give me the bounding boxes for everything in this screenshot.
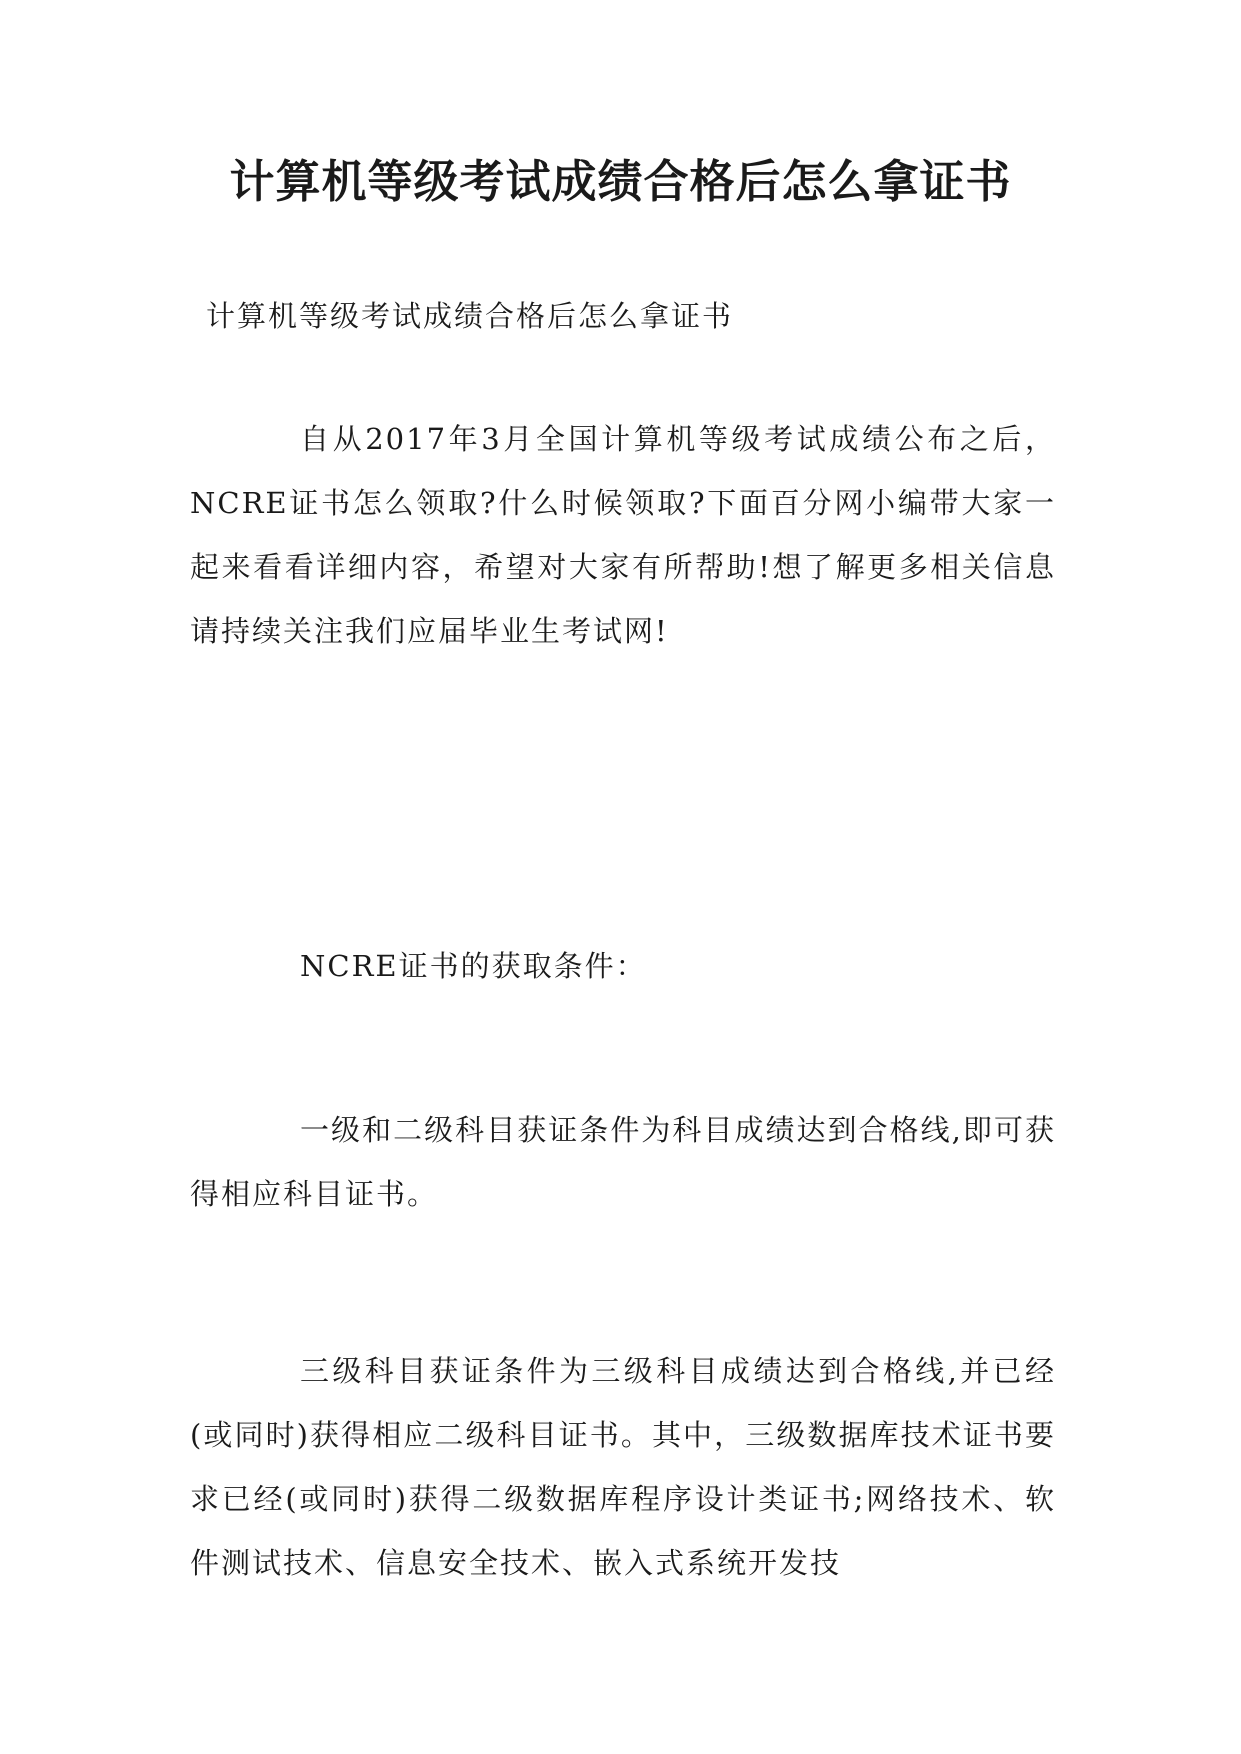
paragraph-conditions-heading: NCRE证书的获取条件： [300, 949, 647, 983]
paragraph-level-three: 三级科目获证条件为三级科目成绩达到合格线,并已经(或同时)获得相应二级科目证书。其中，三级数据库技术证书要求已经(或同时)获得二级数据库程序设计类证书;网络技术、软件测试技术、信息安全技术、嵌入式系统开发技 [190, 1354, 1056, 1580]
paragraph-level-one-two: 一级和二级科目获证条件为科目成绩达到合格线,即可获得相应科目证书。 [190, 1113, 1056, 1211]
paragraph-intro: 自从2017年3月全国计算机等级考试成绩公布之后，NCRE证书怎么领取?什么时候领取?下面百分网小编带大家一起来看看详细内容，希望对大家有所帮助!想了解更多相关信息请持续关注我们应届毕业生考试网! [190, 422, 1056, 648]
document-subtitle: 计算机等级考试成绩合格后怎么拿证书 [206, 299, 734, 333]
document-title: 计算机等级考试成绩合格后怎么拿证书 [229, 155, 1012, 208]
